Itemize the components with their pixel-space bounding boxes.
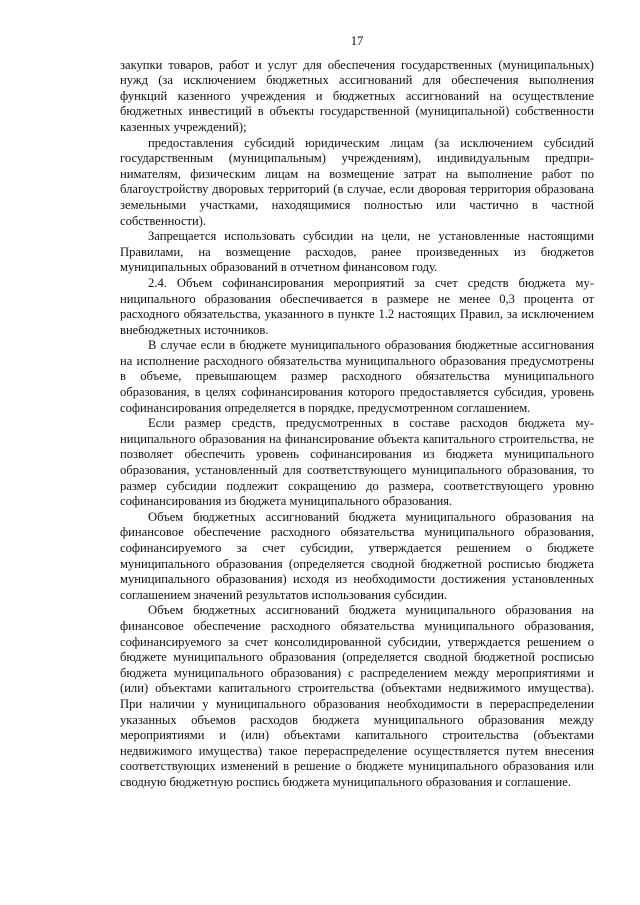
- paragraph: Запрещается использовать субсидии на цели, не установленные настоящими Правилами, на возмещение расходов, ранее произведенных из бюджетов муниципальных образований в отчетном финансовом году.: [120, 229, 594, 275]
- paragraph: Если размер средств, предусмотренных в составе расходов бюджета муниципального образования на финансирование объекта капитального строительства, не позволяет обеспечить уровень софинансирования из бюджета муниципального образования, установленный для соответствующего муниципального образования, то размер субсидии подлежит сокращению до размера, соответствующего уровню софинансирования из бюджета муниципального образования.: [120, 416, 594, 509]
- paragraph: предоставления субсидий юридическим лицам (за исключением субсидий государственным (муниципальным) учреждениям), индивидуальным предпринимателям, физическим лицам на возмещение затрат на выполнение работ по благоустройству дворовых территорий (в случае, если дворовая территория образована земельными участками, находящимися полностью или частично в частной собственности).: [120, 135, 594, 228]
- paragraph: Объем бюджетных ассигнований бюджета муниципального образования на финансовое обеспечение расходного обязательства муниципального образования, софинансируемого за счет субсидии, утверждается решением о бюджете муниципального образования (определяется сводной бюджетной росписью бюджета муниципального образования) исходя из необходимости достижения установленных соглашением значений результатов использования субсидии.: [120, 509, 594, 602]
- paragraph: Объем бюджетных ассигнований бюджета муниципального образования на финансовое обеспечение расходного обязательства муниципального образования, софинансируемого за счет консолидированной субсидии, утверждается решением о бюджете муниципального образования (определяется сводной бюджетной росписью бюджета муниципального образования) с распределением между мероприятиями и (или) объектами капитального строительства (объектами недвижимого имущества). При наличии у муниципального образования необходимости в перераспределении указанных объемов расходов бюджета муниципального образования между мероприятиями и (или) объектами капитального строительства (объектами недвижимого имущества) такое перераспределение осуществляется путем внесения соответствующих изменений в решение о бюджете муниципального образования или сводную бюджетную роспись бюджета муниципального образования и соглашение.: [120, 603, 594, 789]
- paragraph: 2.4. Объем софинансирования мероприятий за счет средств бюджета муниципального образования обеспечивается в размере не менее 0,3 процента от расходного обязательства, указанного в пункте 1.2 настоящих Правил, за исключением внебюджетных источников.: [120, 275, 594, 337]
- paragraph: В случае если в бюджете муниципального образования бюджетные ассигнования на исполнение расходного обязательства муниципального образования предусмотрены в объеме, превышающем размер расходного обязательства муниципального образования, в целях софинансирования которого предоставляется субсидия, уровень софинансирования определяется в порядке, предусмотренном соглашением.: [120, 338, 594, 415]
- page-number: 17: [350, 34, 364, 48]
- paragraph: закупки товаров, работ и услуг для обеспечения государственных (муниципальных) нужд (за исключением бюджетных ассигнований для обеспечения выполнения функций казенного учреждения и бюджетных ассигнований на осуществление бюджетных инвестиций в объекты государственной (муниципальной) собственности казенных учреждений);: [120, 57, 594, 134]
